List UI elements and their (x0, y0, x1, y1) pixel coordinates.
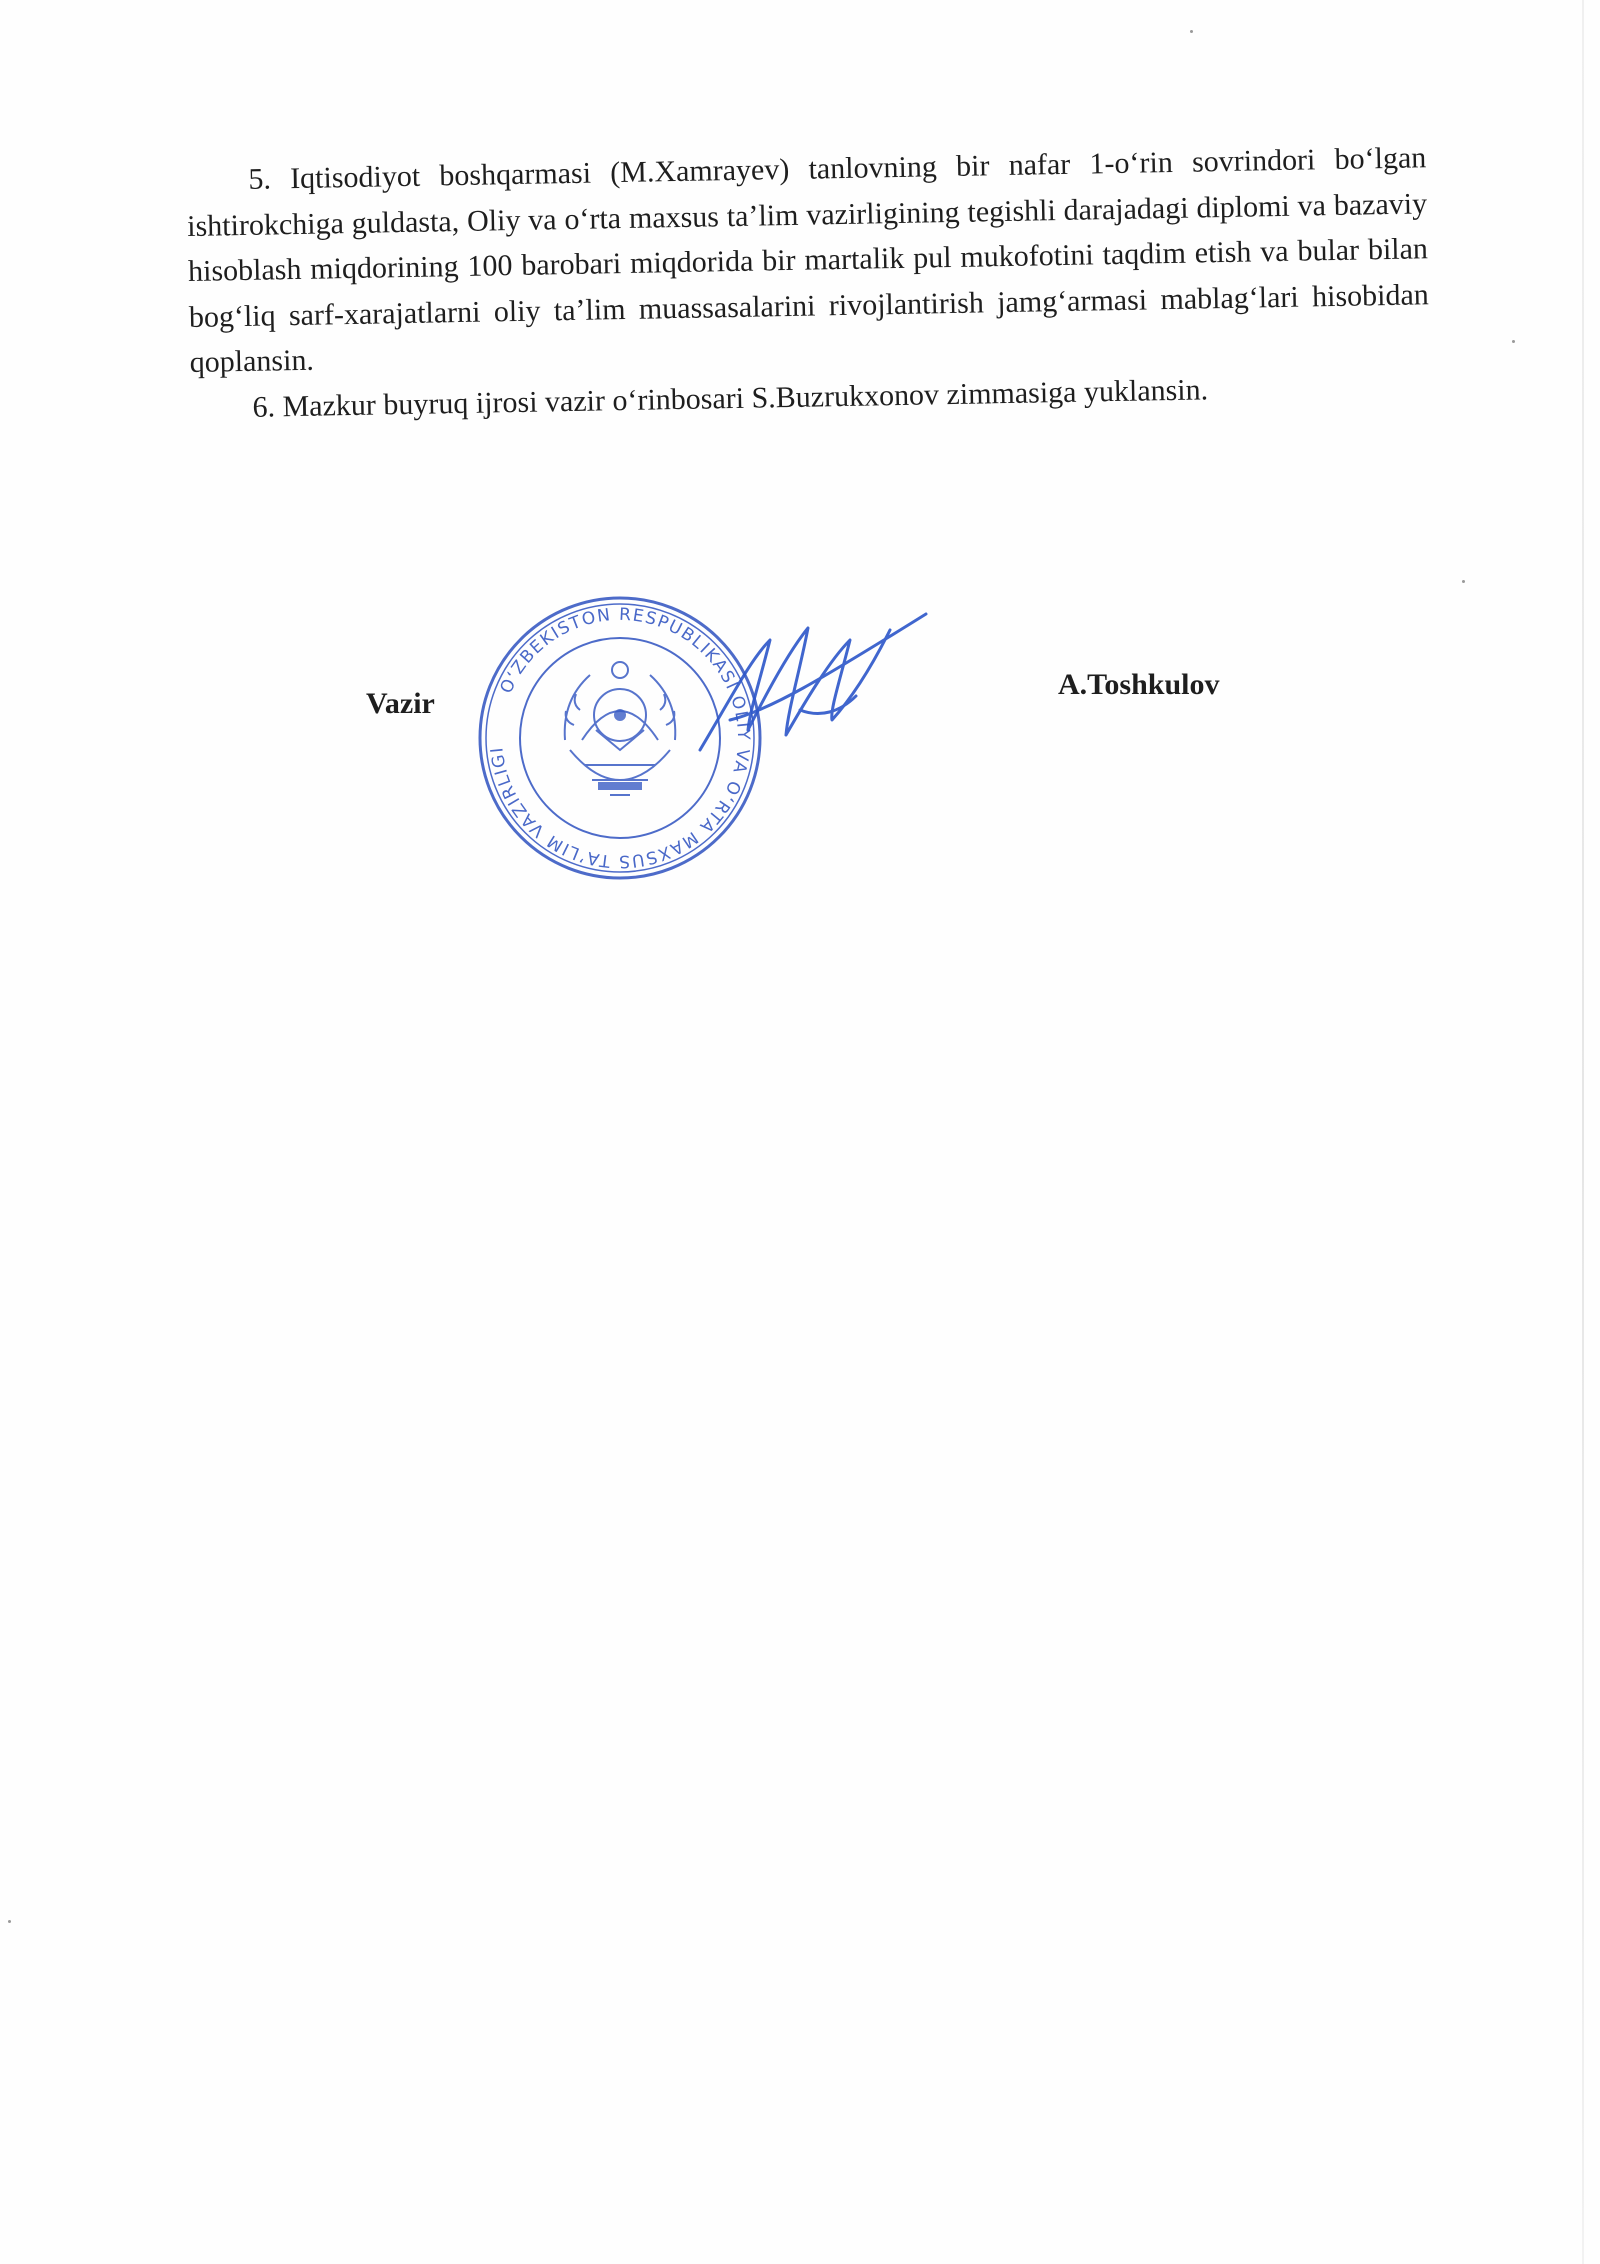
scan-speck (8, 1920, 11, 1923)
signature-block (0, 0, 1600, 900)
svg-text:O‘ZBEKISTON RESPUBLIKASI OLIY: O‘ZBEKISTON RESPUBLIKASI OLIY VA O‘RTA MAXSUS TA’LIM VAZIRLIGI (487, 604, 754, 872)
signatory-title: Vazir (366, 687, 435, 720)
paragraph-5: 5. Iqtisodiyot boshqarmasi (M.Xamrayev) tanlovning bir nafar 1-o‘rin sovrindori bo‘lgan ishtirokchiga guldasta, Oliy va o‘rta maxsus ta’lim vazirligining tegishli darajadagi diplomi va bazaviy hisoblash miqdorining 100 barobari miqdorida bir martalik pul mukofotini taqdim etish va bular bilan bog‘liq sarf-xarajatlarni oliy ta’lim muassasalarini rivojlantirish jamg‘armasi mablag‘lari hisobidan qoplansin. (186, 141, 1430, 379)
signatory-name: A.Toshkulov (1058, 668, 1220, 701)
handwritten-signature (690, 600, 930, 770)
paragraph-6: 6. Mazkur buyruq ijrosi vazir o‘rinbosari S.Buzrukxonov zimmasiga yuklansin. (252, 372, 1209, 424)
